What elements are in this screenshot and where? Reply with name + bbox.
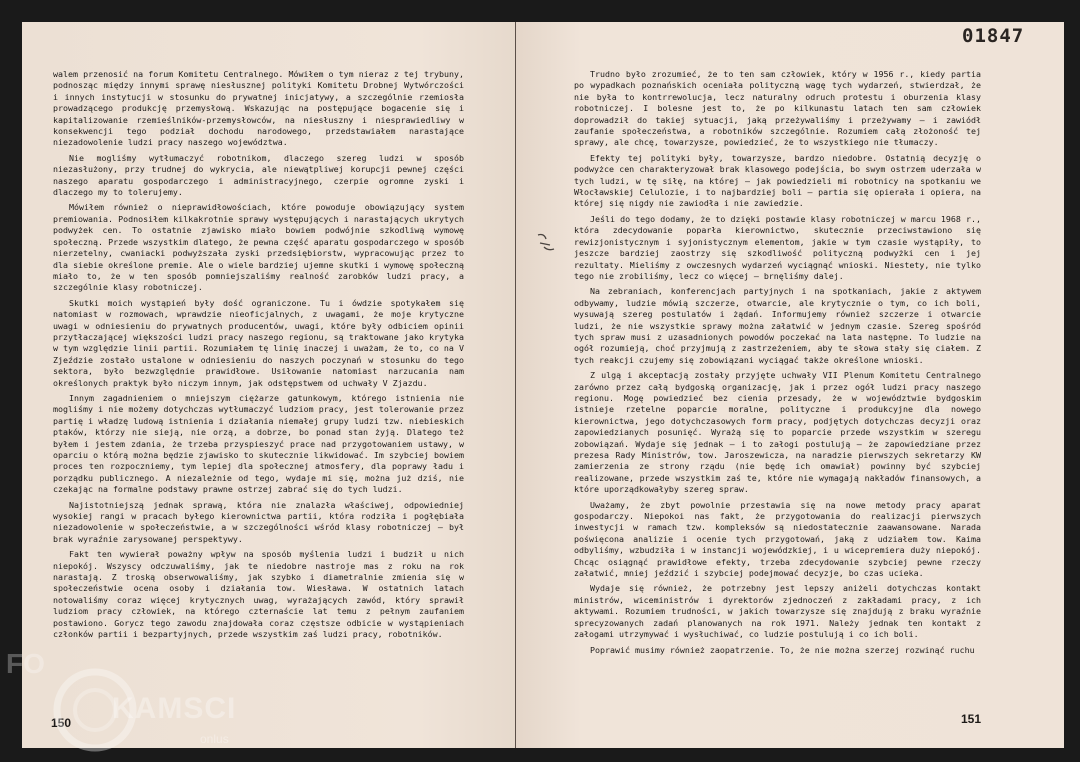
- svg-text:KAMSCI: KAMSCI: [112, 692, 237, 725]
- pencil-mark-icon: [534, 229, 570, 255]
- left-page-text: [53, 69, 464, 645]
- paragraph: Jeśli do tego dodamy, że to dzięki postawie klasy robotniczej w marcu 1968 r., która zdecydowanie poparła kierownictwo, skutecznie przeciwstawiono się rewizjonistycznym i syjonistycznym elementom, jakie w tym czasie wystąpiły, to jeszcze bardziej zaostrzy się szkodliwość polityczną podwyżki cen i jej rezultaty. Mieliśmy z owczesnych wydarzeń wyciągnąć wnioski. Niestety, nie tylko tego nie zrobiliśmy, lecz co więcej — brnęliśmy dalej.: [574, 213, 981, 281]
- archive-number: 01847: [962, 25, 1025, 47]
- paragraph: Uważamy, że zbyt powolnie przestawia się na nowe metody pracy aparat gospodarczy. Niepokoi nas fakt, że przygotowania do realizacji pierwszych inwestycji w ramach tzw. kompleksów są niedostatecznie zaawansowane. Narada poświęcona analizie i ocenie tych przygotowań, jaką z udziałem tow. Kaima odbyliśmy, wzbudziła i w instancji wojewódzkiej, i u wicepremiera duży niepokój. Chcąc osiągnąć prawidłowe efekty, trzeba zdecydowanie szybciej pewne rzeczy załatwić, mniej jeździć i szybciej podejmować decyzje, bo czas ucieka.: [574, 499, 981, 579]
- paragraph: Mówiłem również o nieprawidłowościach, które powoduje obowiązujący system premiowania. Podnosiłem kilkakrotnie sprawy występujących i narastających ukrytych podwyżek cen. To ostatnie zjawisko miało bowiem podwójnie szkodliwą wymowę społeczną. Przede wszystkim dlatego, że pewna część aparatu gospodarczego w sposób nierzetelny, cwaniacki podwyższała zyski przedsiębiorstw, wypracowując przez to dla siebie określone premie. Ale o wiele bardziej ujemne skutki i wymowę społeczną miało to, że w ten sposób pomniejszaliśmy realność zarobków ludzi pracy, a szczególnie klasy robotniczej.: [53, 202, 464, 293]
- paragraph: Nie mogliśmy wytłumaczyć robotnikom, dlaczego szereg ludzi w sposób niezasłużony, przy trudnej do wykrycia, ale niewątpliwej korupcji pewnej części naszego aparatu gospodarczego i administracyjnego, czerpie ogromne zyski i dlaczego my to tolerujemy.: [53, 152, 464, 198]
- paragraph: Fakt ten wywierał poważny wpływ na sposób myślenia ludzi i budził u nich niepokój. Wszyscy odczuwaliśmy, jak te niedobre nastroje mas z roku na rok narastają. Z troską obserwowaliśmy, jak szybko i diametralnie zmienia się w społeczeństwie ocena osoby i działania tow. Wiesława. W ostatnich latach notowaliśmy coraz więcej krytycznych uwag, wyrażających zawód, który sprawił ludziom pracy człowiek, na którego czternaście lat temu z pełnym zaufaniem postawiono. Gorycz tego zawodu znajdowała coraz częstsze odbicie w wystąpieniach członków partii i bezpartyjnych, przede wszystkim zaś ludzi pracy, robotników.: [53, 549, 464, 640]
- paragraph: Innym zagadnieniem o mniejszym ciężarze gatunkowym, którego istnienia nie mogliśmy i nie możemy dotychczas wytłumaczyć ludziom pracy, jest tolerowanie przez partię i władzę ludową istnienia i działania niemałej grupy ludzi tzw. niebieskich ptaków, którzy nie sieją, nie orzą, a dobrze, bo ponad stan żyją. Dlatego też byłem i jestem zdania, że trzeba przyspieszyć prace nad przygotowaniem ustawy, w oparciu o którą można będzie zjawisko to skutecznie likwidować. Im szybciej bowiem proces ten rozpoczniemy, tym lepiej dla społecznej atmosfery, dla poprawy ładu i porządku publicznego. A niezależnie od tego, wydaje mi się, można już dziś, nie czekając na formalne podstawy prawne ostrzej zabrać się do tych ludzi.: [53, 392, 464, 495]
- right-page-text: [574, 69, 981, 660]
- paragraph: Trudno było zrozumieć, że to ten sam człowiek, który w 1956 r., kiedy partia po wypadkach poznańskich oceniała polityczną wagę tych wydarzeń, stwierdzał, że nie była to kontrrewolucja, lecz naturalny odruch protestu i oburzenia klasy robotniczej. I bolesne jest to, że po kilkunastu latach ten sam człowiek doprowadził do takiej sytuacji, jaką przeżywaliśmy i przeżywamy — i zawiódł zaufanie społeczeństwa, a robotników szczególnie. Rozumiem całą złożoność tej sprawy, ale chcę, towarzysze, powiedzieć, że to wszystkiego nie tłumaczy.: [574, 69, 981, 148]
- paragraph: Najistotniejszą jednak sprawą, która nie znalazła właściwej, odpowiedniej wysokiej rangi w pracach byłego kierownictwa partii, która rodziła i pogłębiała niezadowolenie w społeczeństwie, a w szczególności wśród klasy robotniczej — był brak wyraźnie zarysowanej perspektywy.: [53, 499, 464, 544]
- paragraph: walem przenosić na forum Komitetu Centralnego. Mówiłem o tym nieraz z tej trybuny, podnosząc między innymi sprawę niesłusznej polityki Komitetu Drobnej Wytwórczości i innych instytucji w stosunku do prywatnej inicjatywy, a szczególnie rzemiosła prowadzącego produkcję przemysłową. Wskazując na postępujące bogacenie się i kapitalizowanie rzemieślników-przemysłowców, na niesłuszny i niesprawiedliwy w konsekwencji tego podział dochodu narodowego, przedstawiałem narastające niezadowolenie ludzi pracy naszego województwa.: [53, 69, 464, 148]
- paragraph: Efekty tej polityki były, towarzysze, bardzo niedobre. Ostatnią decyzję o podwyżce cen charakteryzował brak klasowego podejścia, bo swym ostrzem uderzała w tych ludzi, w tę siłę, na której — jak powiedzieli mi robotnicy na spotkaniu we Włocławskiej Celulozie, i to najbardziej boli — partia się opierała i opiera, na której się nigdy nie zawiodła i nie zawiedzie.: [574, 152, 981, 209]
- book-spread: [22, 22, 1064, 748]
- paragraph: Z ulgą i akceptacją zostały przyjęte uchwały VII Plenum Komitetu Centralnego zarówno przez całą bydgoską organizację, jak i przez ogół ludzi pracy naszego regionu. Mogę powiedzieć bez cienia przesady, że w województwie bydgoskim istnieje rzetelne poparcie moralne, polityczne i produkcyjne dla nowego kierownictwa, jego dotychczasowych form pracy, podjętych dotychczas decyzji oraz zapowiedzianych posunięć. Wyrażą się to poparcie przede wszystkim w szeregu zobowiązań. Wydaje się jednak — i to załogi postulują — że zapowiedziane przez prezesa Rady Ministrów, tow. Jaroszewicza, na naradzie pierwszych sekretarzy KW zamierzenia ze strony rządu (nie będę ich omawiał) powinny być szybciej realizowane, przede wszystkim zaś te, które nie wymagają nakładów finansowych, a które uporządkowałyby szereg spraw.: [574, 370, 981, 495]
- svg-text:FO: FO: [6, 648, 45, 679]
- svg-text:onlus: onlus: [200, 732, 229, 746]
- paragraph: Wydaje się również, że potrzebny jest lepszy aniżeli dotychczas kontakt ministrów, wiceministrów i dyrektorów zjednoczeń z zakładami pracy, z ich aktywami. Rozumiem trudności, w jakich towarzysze się znajdują z braku wyraźnie sprecyzowanych zadań planowanych na rok 1971. Należy jednak ten kontakt z załogami utrzymywać i wysłuchiwać, co ludzie postulują i co ich boli.: [574, 583, 981, 640]
- left-page: [22, 22, 516, 748]
- paragraph: Na zebraniach, konferencjach partyjnych i na spotkaniach, jakie z aktywem odbywamy, ludzie mówią szczerze, otwarcie, ale krytycznie o tym, co ich boli, wysuwają szereg postulatów i żądań. Informujemy również szczerze i otwarcie ludzi, że nie wszystkie sprawy można załatwić w jednym czasie. Szereg spośród tych spraw musi z uzasadnionych powodów poczekać na lata następne. To ludzie na ogół rozumieją, choć przyjmują z zastrzeżeniem, aby te słowa stały się ciałem. Z tych reakcji czujemy się zobowiązani wyciągać także określone wnioski.: [574, 286, 981, 365]
- page-number-right: 151: [961, 712, 982, 726]
- paragraph: Poprawić musimy również zaopatrzenie. To, że nie można szerzej rozwinąć ruchu: [590, 644, 975, 655]
- page-number-left: 150: [51, 716, 72, 730]
- paragraph: Skutki moich wystąpień były dość ograniczone. Tu i ówdzie spotykałem się natomiast w rozmowach, wprawdzie nieoficjalnych, z uwagami, że moje krytyczne uwagi w odniesieniu do prywatnych producentów, uwagi, które były odbiciem opinii przytłaczającej większości ludzi pracy naszego regionu, są traktowane jako krytyka w tym względzie linii partii. Rozumiałem tę linię inaczej i uważam, że to, co na V Zjeździe zostało ustalone w odniesieniu do naszych poczynań w stosunku do tego sektora, było bezwzględnie prawidłowe. Usiłowanie natomiast narzucania nam określonych praktyk było niczym innym, jak odstępstwem od uchwały V Zjazdu.: [53, 297, 464, 388]
- right-page: [516, 22, 1064, 748]
